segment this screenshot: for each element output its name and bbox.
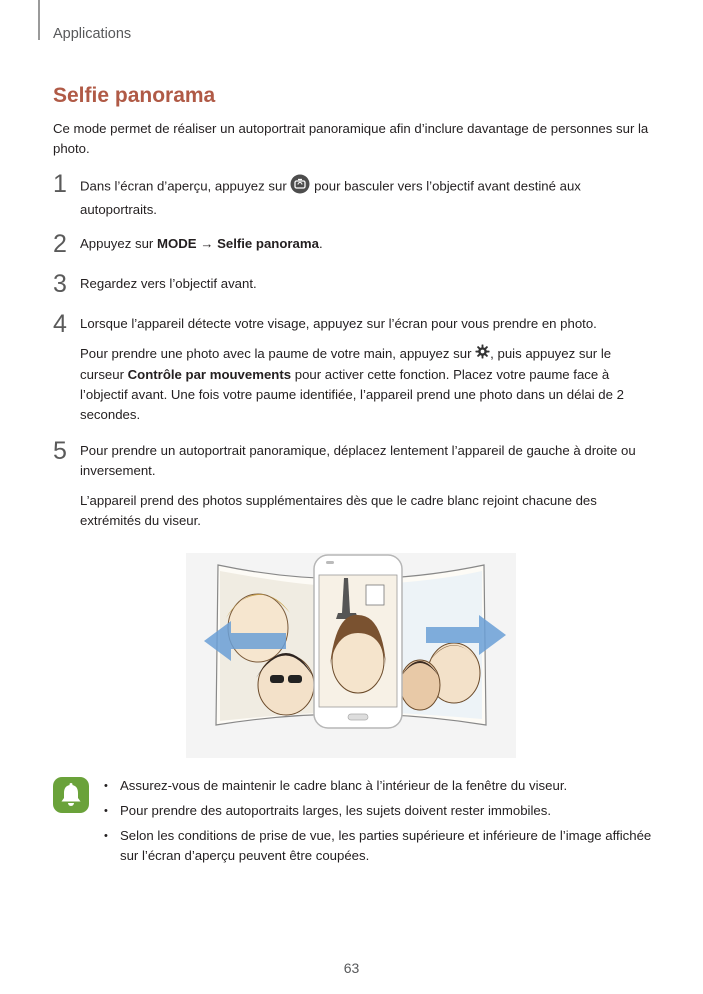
- step-subtext: Pour prendre une photo avec la paume de votre main, appuyez sur , puis appuyez sur le curseur Contrôle par mouvements pour activer cette fonction. Placez votre paume face à l’objectif avant. Une fois votre paume identifiée, l’appareil prend une photo dans un délai de 2 secondes.: [80, 346, 624, 423]
- step-text: Lorsque l’appareil détecte votre visage, appuyez sur l’écran pour vous prendre en photo.: [80, 316, 597, 331]
- page-header: Applications: [53, 26, 132, 42]
- selfie-panorama-illustration: [186, 553, 516, 758]
- step-text: Dans l’écran d’aperçu, appuyez sur pour basculer vers l’objectif avant destiné aux autoportraits.: [80, 174, 650, 220]
- note-item: • Selon les conditions de prise de vue, les parties supérieure et inférieure de l’image affichée sur l’écran d’aperçu peuvent être coupées.: [104, 826, 664, 866]
- step-number: 1: [53, 170, 67, 198]
- page-number: 63: [343, 960, 360, 976]
- step-number: 5: [53, 437, 67, 465]
- step-3: [53, 270, 663, 304]
- step-text: Pour prendre un autoportrait panoramique, déplacez lentement l’appareil de gauche à droite ou inversement.: [80, 443, 636, 478]
- mode-label: MODE: [156, 236, 197, 251]
- step-number: 3: [53, 270, 67, 298]
- gear-icon: [475, 344, 490, 365]
- step-1: [53, 170, 663, 230]
- note-item: • Pour prendre des autoportraits larges, les sujets doivent rester immobiles.: [104, 801, 664, 821]
- motion-control-label: Contrôle par mouvements: [127, 367, 292, 383]
- selfie-panorama-label: Selfie panorama: [217, 236, 319, 251]
- switch-camera-icon: [290, 174, 310, 200]
- step-5: [53, 437, 663, 541]
- step-text: Appuyez sur MODE → Selfie panorama.: [80, 236, 323, 251]
- step-number: 4: [53, 310, 67, 338]
- note-icon: [53, 777, 89, 813]
- step-2: [53, 230, 663, 264]
- note-item: • Assurez-vous de maintenir le cadre blanc à l’intérieur de la fenêtre du viseur.: [104, 776, 664, 796]
- corner-line: [38, 0, 40, 40]
- step-4: [53, 310, 663, 435]
- section-title: Selfie panorama: [53, 84, 216, 107]
- step-number: 2: [53, 230, 67, 258]
- intro-text: Ce mode permet de réaliser un autoportrait panoramique afin d’inclure davantage de personnes sur la photo.: [53, 121, 649, 156]
- notes-list: [104, 776, 664, 871]
- step-text: Regardez vers l’objectif avant.: [80, 276, 257, 291]
- step-subtext: L’appareil prend des photos supplémentaires dès que le cadre blanc rejoint chacune des extrémités du viseur.: [80, 493, 597, 528]
- bell-icon: [53, 777, 89, 813]
